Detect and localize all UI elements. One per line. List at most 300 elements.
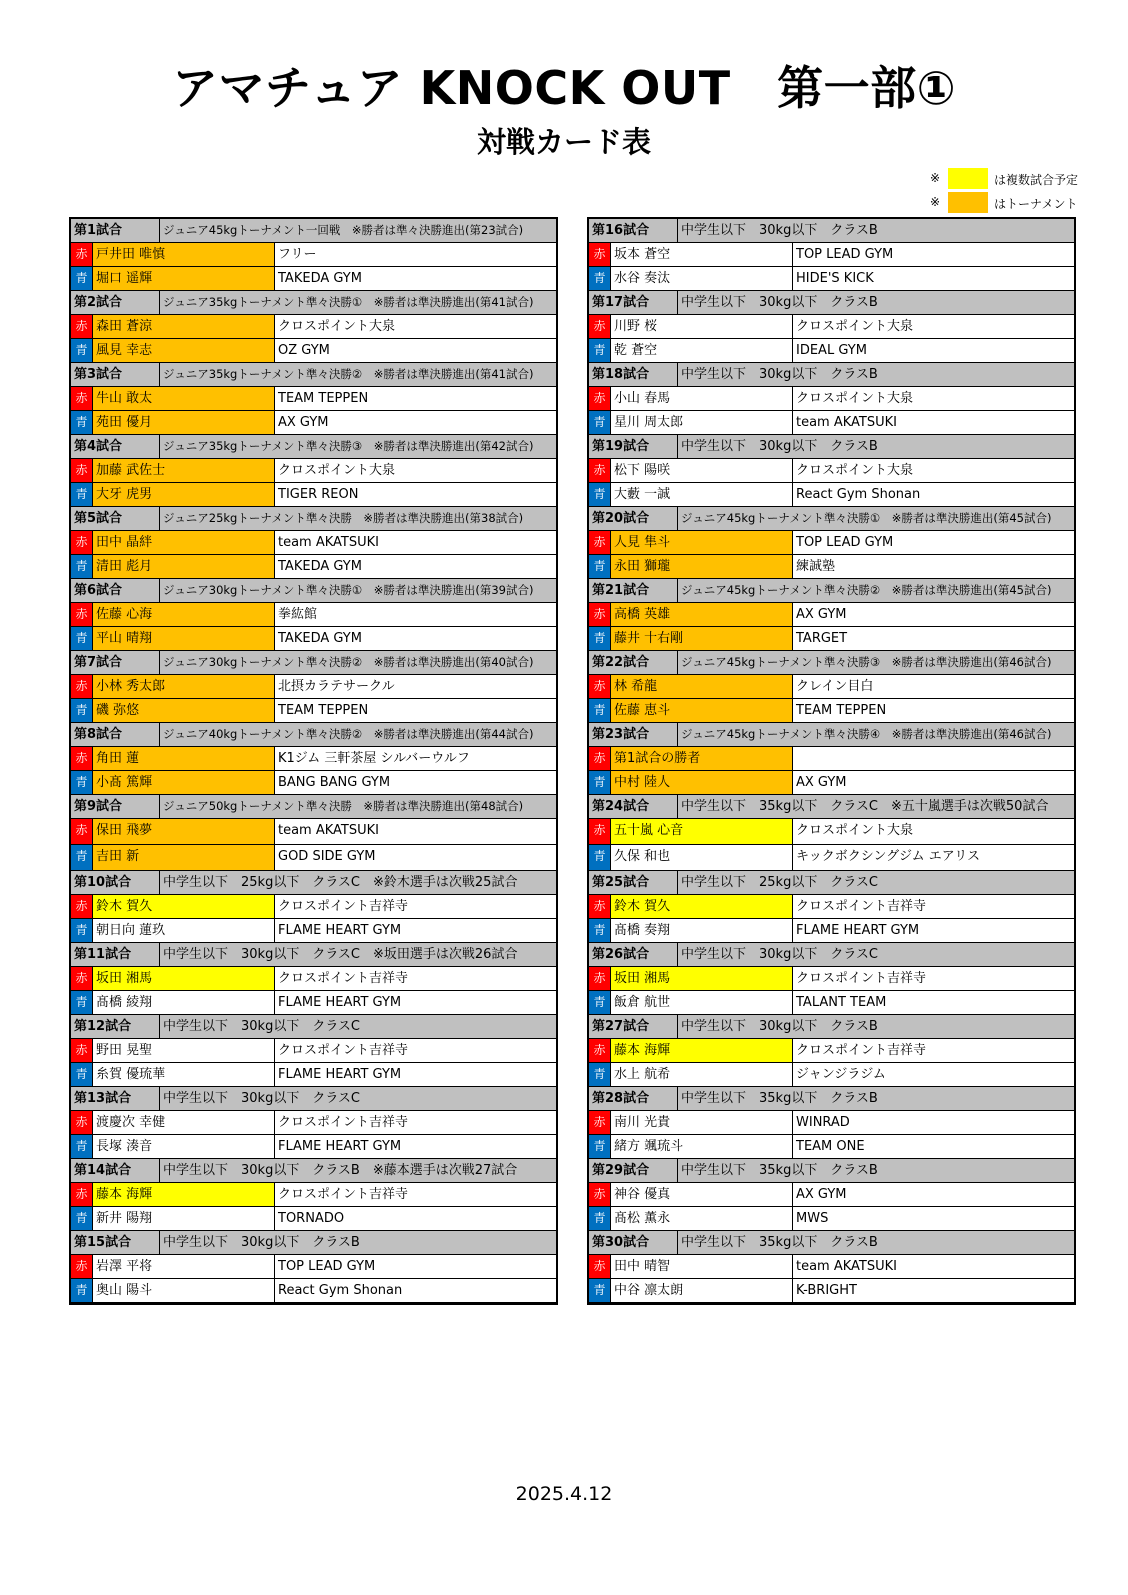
fighter-name: 吉田 新 bbox=[93, 845, 275, 870]
fighter-gym bbox=[793, 747, 1074, 770]
match-block bbox=[71, 1231, 556, 1303]
fighter-gym: AX GYM bbox=[796, 607, 847, 622]
match-header bbox=[589, 435, 1074, 459]
red-corner-badge: 赤 bbox=[589, 531, 611, 554]
fighter-row-blue bbox=[71, 339, 556, 363]
red-corner-badge: 赤 bbox=[71, 387, 93, 410]
fighter-gym: React Gym Shonan bbox=[796, 487, 921, 502]
match-description: ジュニア35kgトーナメント準々決勝① ※勝者は準決勝進出(第41試合) bbox=[163, 295, 534, 309]
match-description: ジュニア45kgトーナメント一回戦 ※勝者は準々決勝進出(第23試合) bbox=[163, 223, 524, 237]
match-number: 第28試合 bbox=[589, 1087, 678, 1110]
fighter-row-blue bbox=[589, 1063, 1074, 1087]
fighter-row-red bbox=[589, 1039, 1074, 1063]
red-corner-badge: 赤 bbox=[589, 603, 611, 626]
match-description: 中学生以下 30kg以下 クラスB bbox=[681, 223, 878, 238]
match-number: 第30試合 bbox=[589, 1231, 678, 1254]
match-description: ジュニア45kgトーナメント準々決勝③ ※勝者は準決勝進出(第46試合) bbox=[681, 655, 1052, 669]
red-corner-badge: 赤 bbox=[71, 1183, 93, 1206]
match-block bbox=[71, 435, 556, 507]
fighter-name: 林 希龍 bbox=[611, 675, 793, 698]
blue-corner-badge: 青 bbox=[589, 483, 611, 506]
match-description: ジュニア30kgトーナメント準々決勝② ※勝者は準決勝進出(第40試合) bbox=[163, 655, 534, 669]
fighter-row-blue bbox=[71, 627, 556, 651]
match-header bbox=[71, 435, 556, 459]
fighter-gym: K1ジム 三軒茶屋 シルバーウルフ bbox=[278, 751, 470, 766]
match-header bbox=[589, 795, 1074, 819]
blue-corner-badge: 青 bbox=[589, 555, 611, 578]
red-corner-badge: 赤 bbox=[589, 243, 611, 266]
fighter-name: 田中 晴智 bbox=[611, 1255, 793, 1278]
match-header bbox=[71, 1231, 556, 1255]
fighter-gym: MWS bbox=[796, 1211, 829, 1226]
match-description: 中学生以下 30kg以下 クラスB bbox=[681, 1019, 878, 1034]
legend-multiple bbox=[930, 168, 1090, 189]
fighter-gym: K-BRIGHT bbox=[796, 1283, 857, 1298]
fighter-gym: OZ GYM bbox=[278, 343, 330, 358]
red-corner-badge: 赤 bbox=[589, 747, 611, 770]
fighter-row-blue bbox=[71, 845, 556, 871]
blue-corner-badge: 青 bbox=[589, 699, 611, 722]
match-description: 中学生以下 25kg以下 クラスC ※鈴木選手は次戦25試合 bbox=[163, 875, 518, 890]
match-number: 第22試合 bbox=[589, 651, 678, 674]
fighter-row-blue bbox=[71, 919, 556, 943]
match-number: 第17試合 bbox=[589, 291, 678, 314]
match-block bbox=[589, 507, 1074, 579]
fighter-gym: FLAME HEART GYM bbox=[278, 1067, 402, 1082]
fighter-name: 川野 桜 bbox=[611, 315, 793, 338]
fighter-gym: AX GYM bbox=[796, 1187, 847, 1202]
fighter-name: 藤本 海輝 bbox=[93, 1183, 275, 1206]
match-description: 中学生以下 30kg以下 クラスC bbox=[163, 1019, 361, 1034]
fighter-name: 永田 獅瓏 bbox=[611, 555, 793, 578]
fighter-name: 鈴木 賀久 bbox=[93, 895, 275, 918]
fighter-name: 飯倉 航世 bbox=[611, 991, 793, 1014]
fighter-gym: TEAM ONE bbox=[796, 1139, 865, 1154]
fighter-row-red bbox=[71, 1183, 556, 1207]
fighter-gym: TALANT TEAM bbox=[796, 995, 887, 1010]
match-block bbox=[589, 723, 1074, 795]
blue-corner-badge: 青 bbox=[71, 627, 93, 650]
match-number: 第7試合 bbox=[71, 651, 160, 674]
fighter-row-red bbox=[589, 531, 1074, 555]
match-block bbox=[71, 507, 556, 579]
red-corner-badge: 赤 bbox=[71, 531, 93, 554]
fighter-row-red bbox=[71, 603, 556, 627]
fighter-gym: TAKEDA GYM bbox=[278, 631, 362, 646]
legend-swatch-tournament bbox=[948, 192, 988, 213]
legend-tournament bbox=[930, 192, 1090, 213]
fighter-name: 糸賀 優琉華 bbox=[93, 1063, 275, 1086]
match-header bbox=[71, 363, 556, 387]
fighter-gym: TOP LEAD GYM bbox=[278, 1259, 376, 1274]
fighter-row-red bbox=[589, 1111, 1074, 1135]
match-header bbox=[589, 1159, 1074, 1183]
match-block bbox=[71, 723, 556, 795]
fighter-name: 佐藤 心海 bbox=[93, 603, 275, 626]
fighter-gym: TOP LEAD GYM bbox=[796, 535, 894, 550]
match-header bbox=[589, 363, 1074, 387]
match-block bbox=[589, 579, 1074, 651]
blue-corner-badge: 青 bbox=[71, 919, 93, 942]
fighter-name: 苑田 優月 bbox=[93, 411, 275, 434]
match-number: 第18試合 bbox=[589, 363, 678, 386]
match-description: 中学生以下 35kg以下 クラスC ※五十嵐選手は次戦50試合 bbox=[681, 799, 1049, 814]
fighter-name: 五十嵐 心音 bbox=[611, 819, 793, 844]
blue-corner-badge: 青 bbox=[71, 1279, 93, 1302]
fighter-name: 磯 弥悠 bbox=[93, 699, 275, 722]
fighter-gym: TARGET bbox=[796, 631, 848, 646]
blue-corner-badge: 青 bbox=[589, 919, 611, 942]
fighter-gym: FLAME HEART GYM bbox=[278, 1139, 402, 1154]
match-description: ジュニア45kgトーナメント準々決勝④ ※勝者は準決勝進出(第46試合) bbox=[681, 727, 1052, 741]
fighter-gym: 北摂カラテサークル bbox=[278, 679, 395, 694]
match-header bbox=[71, 1015, 556, 1039]
fighter-gym: クロスポイント大泉 bbox=[796, 391, 914, 406]
fighter-row-red bbox=[71, 531, 556, 555]
fighter-gym: AX GYM bbox=[796, 775, 847, 790]
fighter-row-red bbox=[71, 819, 556, 845]
fighter-row-blue bbox=[589, 1207, 1074, 1231]
fighter-name: 乾 蒼空 bbox=[611, 339, 793, 362]
blue-corner-badge: 青 bbox=[589, 1135, 611, 1158]
fighter-row-blue bbox=[589, 919, 1074, 943]
fighter-row-red bbox=[71, 315, 556, 339]
fighter-row-red bbox=[589, 967, 1074, 991]
match-block bbox=[589, 943, 1074, 1015]
fighter-gym: team AKATSUKI bbox=[796, 415, 897, 430]
fighter-name: 緒方 颯琉斗 bbox=[611, 1135, 793, 1158]
red-corner-badge: 赤 bbox=[71, 747, 93, 770]
fighter-gym: TORNADO bbox=[278, 1211, 345, 1226]
red-corner-badge: 赤 bbox=[589, 1111, 611, 1134]
match-header bbox=[71, 291, 556, 315]
blue-corner-badge: 青 bbox=[71, 991, 93, 1014]
match-header bbox=[589, 579, 1074, 603]
blue-corner-badge: 青 bbox=[589, 845, 611, 870]
red-corner-badge: 赤 bbox=[589, 675, 611, 698]
blue-corner-badge: 青 bbox=[71, 771, 93, 794]
fighter-row-red bbox=[589, 675, 1074, 699]
match-block bbox=[71, 1159, 556, 1231]
blue-corner-badge: 青 bbox=[589, 339, 611, 362]
match-number: 第24試合 bbox=[589, 795, 678, 818]
legend-swatch-multiple bbox=[948, 168, 988, 189]
fighter-name: 森田 蒼涼 bbox=[93, 315, 275, 338]
fighter-name: 星川 周太郎 bbox=[611, 411, 793, 434]
fighter-name: 加藤 武佐士 bbox=[93, 459, 275, 482]
legend-text: は複数試合予定 bbox=[994, 173, 1079, 187]
match-header bbox=[589, 1231, 1074, 1255]
fighter-gym: 拳紘館 bbox=[278, 607, 318, 622]
match-number: 第2試合 bbox=[71, 291, 160, 314]
match-description: ジュニア40kgトーナメント準々決勝② ※勝者は準決勝進出(第44試合) bbox=[163, 727, 534, 741]
red-corner-badge: 赤 bbox=[589, 459, 611, 482]
match-number: 第25試合 bbox=[589, 871, 678, 894]
red-corner-badge: 赤 bbox=[71, 895, 93, 918]
fighter-name: 藤本 海輝 bbox=[611, 1039, 793, 1062]
match-description: 中学生以下 25kg以下 クラスC bbox=[681, 875, 879, 890]
fighter-row-blue bbox=[71, 267, 556, 291]
fighter-name: 久保 和也 bbox=[611, 845, 793, 870]
fighter-row-blue bbox=[589, 845, 1074, 871]
fighter-name: 水上 航希 bbox=[611, 1063, 793, 1086]
fighter-gym: HIDE'S KICK bbox=[796, 271, 874, 286]
red-corner-badge: 赤 bbox=[71, 1111, 93, 1134]
match-header bbox=[589, 723, 1074, 747]
red-corner-badge: 赤 bbox=[71, 603, 93, 626]
fighter-gym: FLAME HEART GYM bbox=[796, 923, 920, 938]
fighter-gym: React Gym Shonan bbox=[278, 1283, 403, 1298]
match-block bbox=[71, 579, 556, 651]
match-number: 第8試合 bbox=[71, 723, 160, 746]
red-corner-badge: 赤 bbox=[71, 675, 93, 698]
match-header bbox=[71, 1159, 556, 1183]
match-description: 中学生以下 35kg以下 クラスB bbox=[681, 1163, 878, 1178]
fighter-row-red bbox=[589, 243, 1074, 267]
match-description: 中学生以下 30kg以下 クラスB ※藤本選手は次戦27試合 bbox=[163, 1163, 518, 1178]
fighter-row-red bbox=[71, 459, 556, 483]
fighter-name: 渡慶次 幸健 bbox=[93, 1111, 275, 1134]
fighter-name: 野田 晃聖 bbox=[93, 1039, 275, 1062]
match-block bbox=[71, 651, 556, 723]
red-corner-badge: 赤 bbox=[589, 315, 611, 338]
fighter-row-blue bbox=[589, 483, 1074, 507]
match-description: ジュニア35kgトーナメント準々決勝② ※勝者は準決勝進出(第41試合) bbox=[163, 367, 534, 381]
match-description: 中学生以下 30kg以下 クラスC bbox=[163, 1091, 361, 1106]
blue-corner-badge: 青 bbox=[589, 1207, 611, 1230]
red-corner-badge: 赤 bbox=[71, 1255, 93, 1278]
fighter-row-blue bbox=[589, 771, 1074, 795]
fighter-row-red bbox=[71, 1039, 556, 1063]
blue-corner-badge: 青 bbox=[71, 1135, 93, 1158]
red-corner-badge: 赤 bbox=[71, 459, 93, 482]
fighter-row-red bbox=[589, 1255, 1074, 1279]
fighter-name: 髙橋 奏翔 bbox=[611, 919, 793, 942]
fighter-row-red bbox=[589, 819, 1074, 845]
match-description: 中学生以下 30kg以下 クラスC ※坂田選手は次戦26試合 bbox=[163, 947, 518, 962]
fighter-gym: クロスポイント吉祥寺 bbox=[796, 1043, 927, 1058]
match-block bbox=[71, 363, 556, 435]
fighter-row-blue bbox=[589, 699, 1074, 723]
fighter-gym: クロスポイント吉祥寺 bbox=[278, 899, 409, 914]
blue-corner-badge: 青 bbox=[589, 1279, 611, 1302]
blue-corner-badge: 青 bbox=[71, 1207, 93, 1230]
match-header bbox=[71, 871, 556, 895]
match-description: ジュニア45kgトーナメント準々決勝② ※勝者は準決勝進出(第45試合) bbox=[681, 583, 1052, 597]
blue-corner-badge: 青 bbox=[71, 267, 93, 290]
match-header bbox=[589, 291, 1074, 315]
fighter-row-blue bbox=[71, 555, 556, 579]
fighter-gym: クロスポイント吉祥寺 bbox=[796, 899, 927, 914]
fighter-gym: TAKEDA GYM bbox=[278, 559, 362, 574]
match-number: 第6試合 bbox=[71, 579, 160, 602]
match-description: 中学生以下 30kg以下 クラスB bbox=[681, 367, 878, 382]
page-title: アマチュア KNOCK OUT 第一部① bbox=[171, 61, 957, 115]
blue-corner-badge: 青 bbox=[589, 267, 611, 290]
fighter-row-red bbox=[589, 459, 1074, 483]
fighter-name: 松下 陽咲 bbox=[611, 459, 793, 482]
fighter-name: 大牙 虎男 bbox=[93, 483, 275, 506]
fighter-gym: FLAME HEART GYM bbox=[278, 995, 402, 1010]
fighter-gym: クロスポイント大泉 bbox=[796, 823, 914, 838]
match-header bbox=[589, 507, 1074, 531]
match-description: 中学生以下 30kg以下 クラスB bbox=[681, 439, 878, 454]
fighter-row-blue bbox=[71, 1207, 556, 1231]
fighter-name: 朝日向 蓮玖 bbox=[93, 919, 275, 942]
fighter-name: 南川 光貴 bbox=[611, 1111, 793, 1134]
fighter-gym: WINRAD bbox=[796, 1115, 850, 1130]
fighter-row-red bbox=[71, 747, 556, 771]
fighter-row-red bbox=[589, 315, 1074, 339]
fighter-row-blue bbox=[589, 339, 1074, 363]
match-header bbox=[589, 943, 1074, 967]
fighter-row-red bbox=[589, 895, 1074, 919]
fighter-name: 神谷 優真 bbox=[611, 1183, 793, 1206]
fighter-name: 高橋 英雄 bbox=[611, 603, 793, 626]
fighter-name: 堀口 遥輝 bbox=[93, 267, 275, 290]
fighter-name: 第1試合の勝者 bbox=[611, 747, 793, 770]
blue-corner-badge: 青 bbox=[71, 845, 93, 870]
fighter-gym: クロスポイント大泉 bbox=[796, 319, 914, 334]
fighter-name: 中谷 凛太朗 bbox=[611, 1279, 793, 1302]
fighter-gym: TEAM TEPPEN bbox=[796, 703, 887, 718]
fighter-gym: TEAM TEPPEN bbox=[278, 391, 369, 406]
red-corner-badge: 赤 bbox=[71, 967, 93, 990]
fighter-row-blue bbox=[71, 1279, 556, 1303]
match-description: 中学生以下 30kg以下 クラスB bbox=[163, 1235, 360, 1250]
fighter-row-blue bbox=[71, 699, 556, 723]
blue-corner-badge: 青 bbox=[589, 1063, 611, 1086]
match-block bbox=[71, 1087, 556, 1159]
blue-corner-badge: 青 bbox=[589, 411, 611, 434]
fighter-name: 角田 蓮 bbox=[93, 747, 275, 770]
red-corner-badge: 赤 bbox=[589, 1183, 611, 1206]
fighter-gym: team AKATSUKI bbox=[796, 1259, 897, 1274]
match-header bbox=[71, 579, 556, 603]
match-column-right bbox=[587, 217, 1076, 1305]
blue-corner-badge: 青 bbox=[71, 339, 93, 362]
match-description: ジュニア35kgトーナメント準々決勝③ ※勝者は準決勝進出(第42試合) bbox=[163, 439, 534, 453]
match-header bbox=[71, 795, 556, 819]
match-header bbox=[589, 219, 1074, 243]
match-number: 第4試合 bbox=[71, 435, 160, 458]
match-block bbox=[589, 871, 1074, 943]
event-date: 2025.4.12 bbox=[515, 1483, 613, 1505]
fighter-gym: クロスポイント吉祥寺 bbox=[278, 1043, 409, 1058]
red-corner-badge: 赤 bbox=[71, 819, 93, 844]
match-header bbox=[71, 943, 556, 967]
fighter-gym: クロスポイント吉祥寺 bbox=[278, 971, 409, 986]
fighter-row-red bbox=[71, 1255, 556, 1279]
fighter-name: 髙松 薫永 bbox=[611, 1207, 793, 1230]
fighter-gym: ジャンジラジム bbox=[796, 1067, 886, 1082]
fighter-name: 田中 晶絆 bbox=[93, 531, 275, 554]
match-number: 第11試合 bbox=[71, 943, 160, 966]
fighter-name: 戸井田 唯慎 bbox=[93, 243, 275, 266]
fighter-row-red bbox=[589, 387, 1074, 411]
match-block bbox=[589, 1015, 1074, 1087]
match-description: ジュニア45kgトーナメント準々決勝① ※勝者は準決勝進出(第45試合) bbox=[681, 511, 1052, 525]
red-corner-badge: 赤 bbox=[589, 819, 611, 844]
match-number: 第5試合 bbox=[71, 507, 160, 530]
match-header bbox=[71, 507, 556, 531]
match-description: ジュニア30kgトーナメント準々決勝① ※勝者は準決勝進出(第39試合) bbox=[163, 583, 534, 597]
fighter-gym: クレイン目白 bbox=[796, 679, 874, 694]
red-corner-badge: 赤 bbox=[589, 1255, 611, 1278]
match-header bbox=[589, 1087, 1074, 1111]
match-number: 第20試合 bbox=[589, 507, 678, 530]
fighter-gym: クロスポイント大泉 bbox=[796, 463, 914, 478]
match-description: 中学生以下 35kg以下 クラスB bbox=[681, 1091, 878, 1106]
fighter-name: 平山 晴翔 bbox=[93, 627, 275, 650]
fighter-row-red bbox=[589, 1183, 1074, 1207]
blue-corner-badge: 青 bbox=[71, 483, 93, 506]
fighter-name: 鈴木 賀久 bbox=[611, 895, 793, 918]
fighter-row-blue bbox=[589, 1279, 1074, 1303]
fighter-gym: クロスポイント吉祥寺 bbox=[278, 1187, 409, 1202]
match-number: 第13試合 bbox=[71, 1087, 160, 1110]
blue-corner-badge: 青 bbox=[589, 991, 611, 1014]
fighter-name: 牛山 敢太 bbox=[93, 387, 275, 410]
fighter-gym: team AKATSUKI bbox=[278, 535, 379, 550]
fighter-gym: FLAME HEART GYM bbox=[278, 923, 402, 938]
fighter-row-blue bbox=[589, 411, 1074, 435]
match-description: 中学生以下 30kg以下 クラスB bbox=[681, 295, 878, 310]
fighter-gym: クロスポイント大泉 bbox=[278, 319, 396, 334]
match-block bbox=[589, 219, 1074, 291]
match-block bbox=[71, 219, 556, 291]
fighter-name: 髙橋 綾翔 bbox=[93, 991, 275, 1014]
fighter-name: 小山 春馬 bbox=[611, 387, 793, 410]
match-number: 第29試合 bbox=[589, 1159, 678, 1182]
fighter-gym: クロスポイント吉祥寺 bbox=[278, 1115, 409, 1130]
fighter-row-blue bbox=[71, 991, 556, 1015]
blue-corner-badge: 青 bbox=[589, 627, 611, 650]
match-column-left bbox=[69, 217, 558, 1305]
fighter-name: 坂田 湘馬 bbox=[93, 967, 275, 990]
fighter-name: 中村 陸人 bbox=[611, 771, 793, 794]
fighter-row-red bbox=[71, 675, 556, 699]
match-number: 第1試合 bbox=[71, 219, 160, 242]
fighter-name: 佐藤 恵斗 bbox=[611, 699, 793, 722]
fighter-row-red bbox=[589, 747, 1074, 771]
fighter-gym: TAKEDA GYM bbox=[278, 271, 362, 286]
fighter-name: 大藪 一誠 bbox=[611, 483, 793, 506]
page-subtitle: 対戦カード表 bbox=[476, 125, 651, 159]
fighter-gym: クロスポイント吉祥寺 bbox=[796, 971, 927, 986]
fighter-row-red bbox=[589, 603, 1074, 627]
match-number: 第12試合 bbox=[71, 1015, 160, 1038]
fighter-name: 長塚 湊音 bbox=[93, 1135, 275, 1158]
red-corner-badge: 赤 bbox=[71, 315, 93, 338]
fighter-row-red bbox=[71, 387, 556, 411]
legend-mark: ※ bbox=[930, 195, 941, 209]
fighter-gym: クロスポイント大泉 bbox=[278, 463, 396, 478]
match-header bbox=[71, 723, 556, 747]
red-corner-badge: 赤 bbox=[589, 967, 611, 990]
red-corner-badge: 赤 bbox=[589, 1039, 611, 1062]
match-description: 中学生以下 30kg以下 クラスC bbox=[681, 947, 879, 962]
match-number: 第9試合 bbox=[71, 795, 160, 818]
fighter-gym: TIGER REON bbox=[278, 487, 359, 502]
fighter-name: 人見 隼斗 bbox=[611, 531, 793, 554]
match-number: 第16試合 bbox=[589, 219, 678, 242]
match-block bbox=[589, 435, 1074, 507]
fighter-name: 水谷 奏汰 bbox=[611, 267, 793, 290]
fighter-gym: フリー bbox=[278, 247, 317, 262]
match-header bbox=[589, 871, 1074, 895]
match-block bbox=[589, 291, 1074, 363]
